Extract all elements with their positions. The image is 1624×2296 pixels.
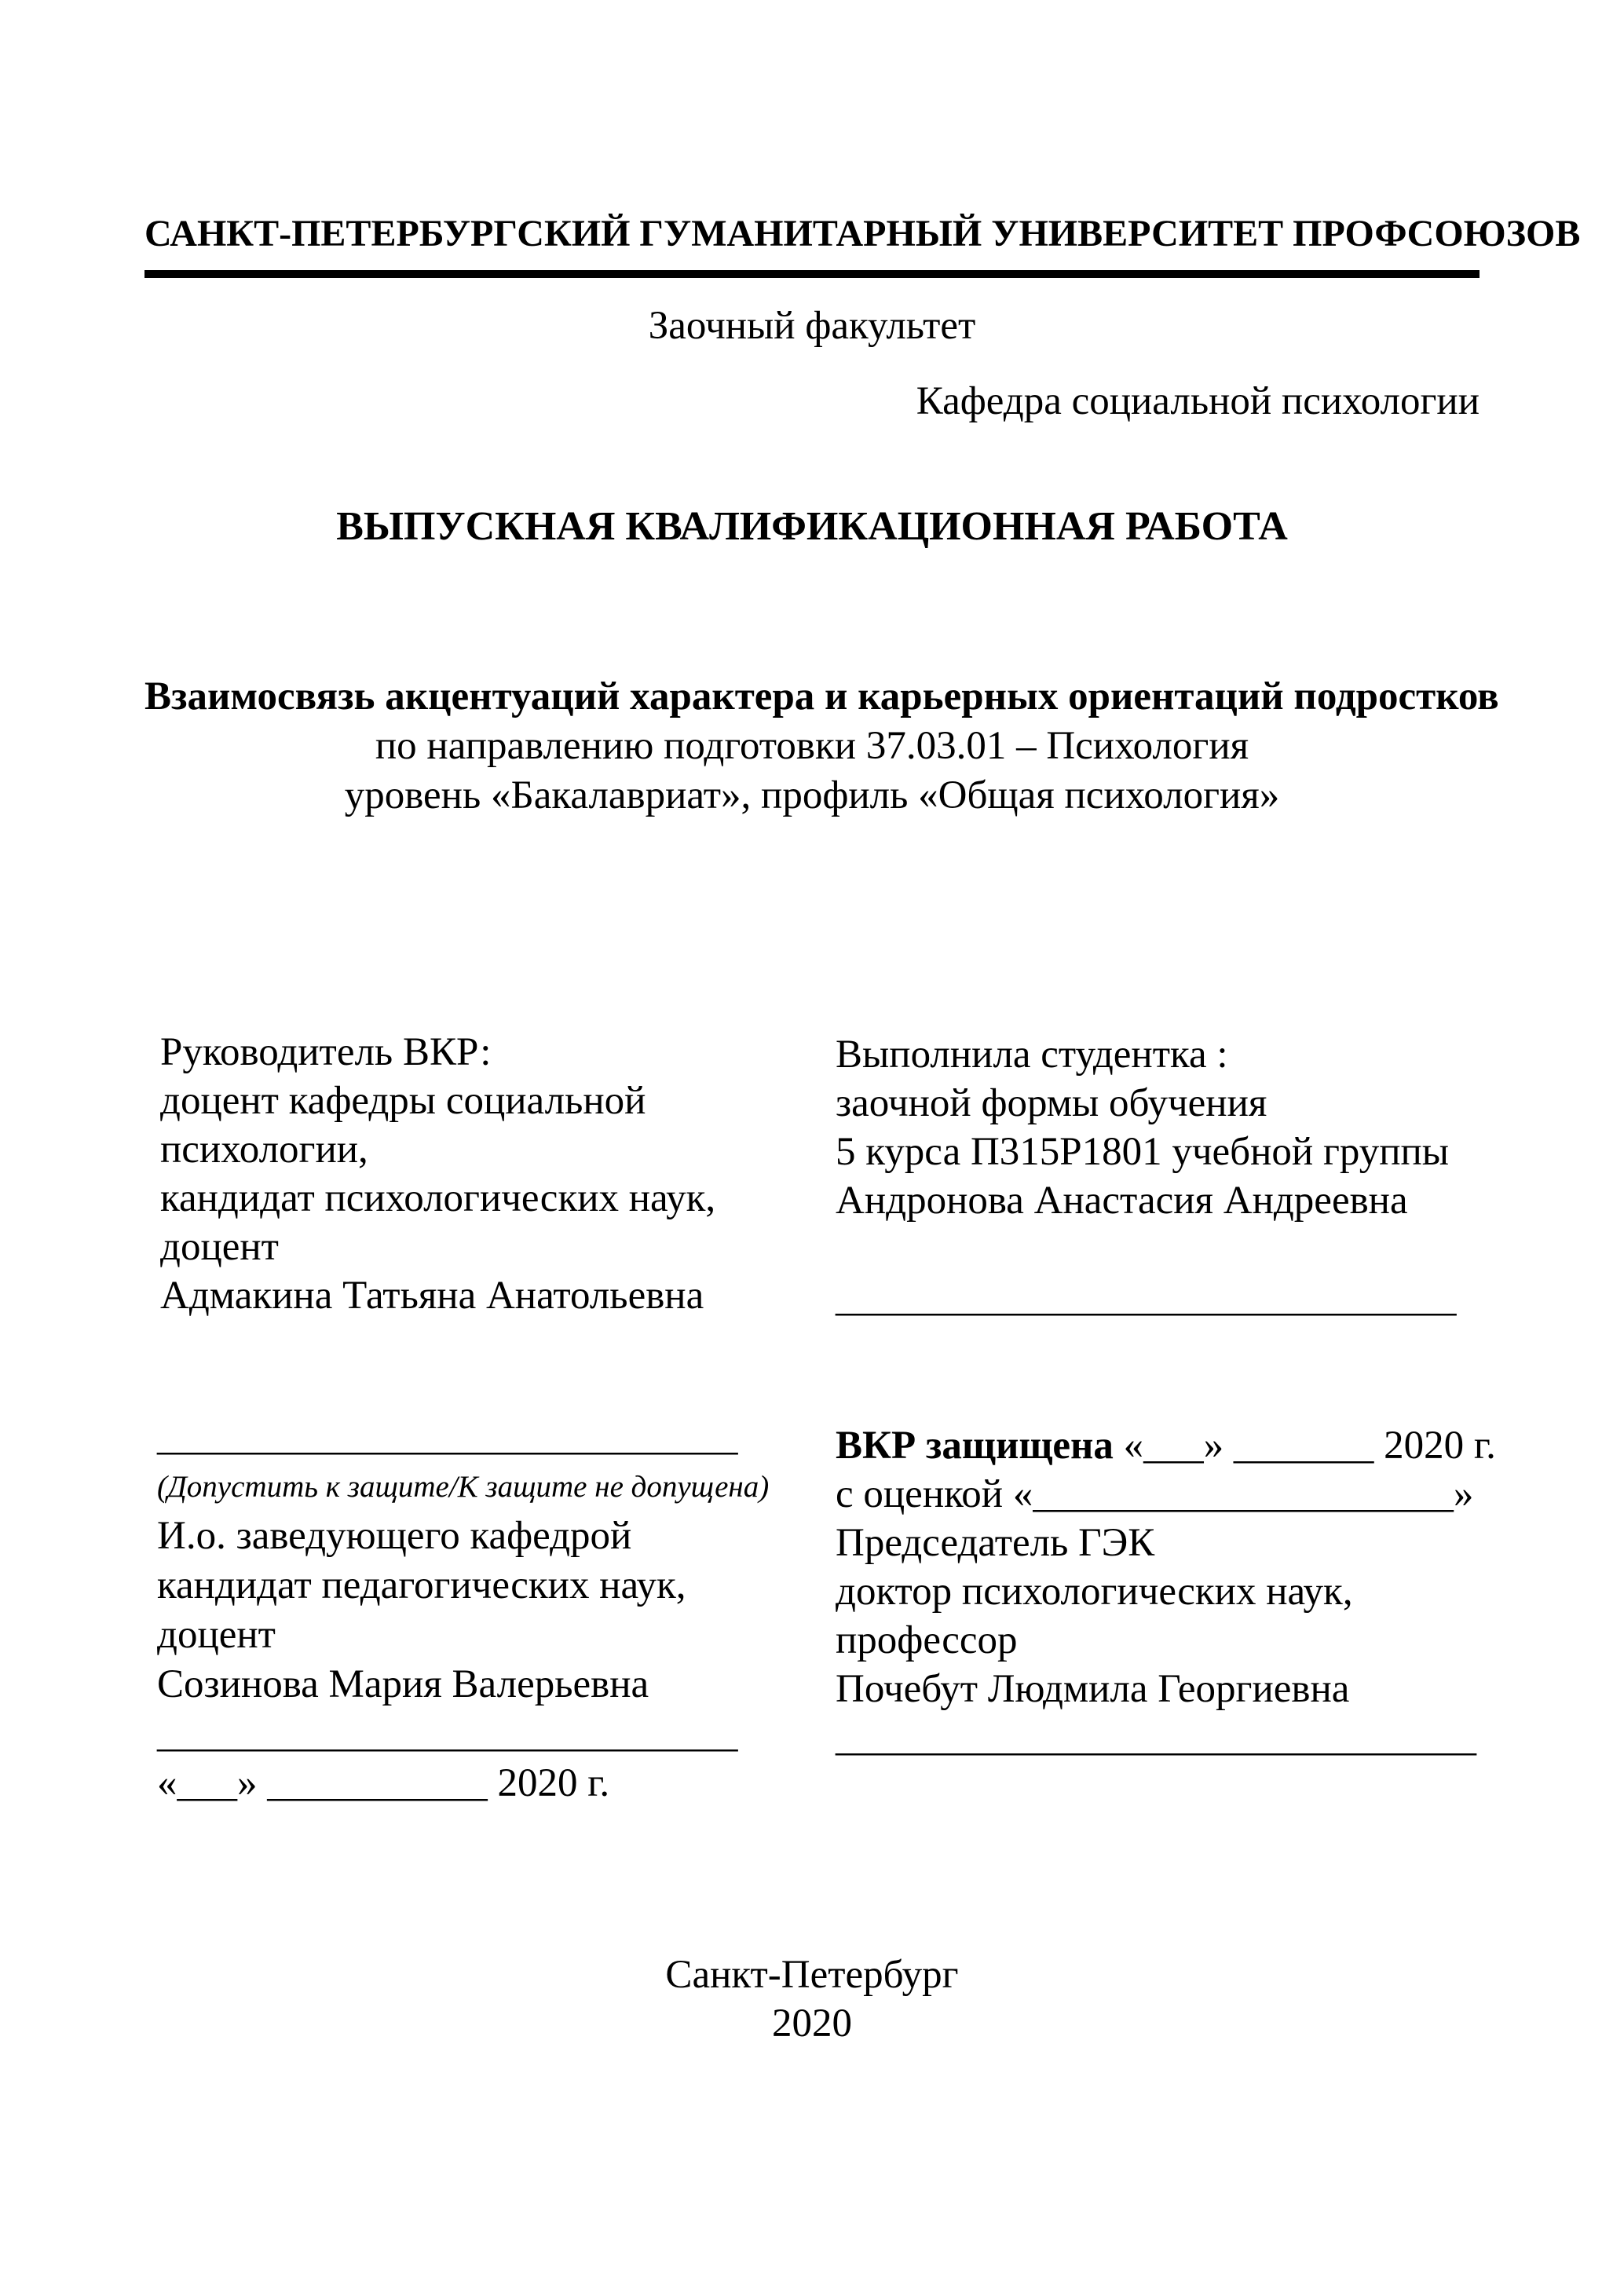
student-line: заочной формы обучения (836, 1081, 1267, 1125)
footer-block (144, 1951, 1480, 2048)
level-line: уровень «Бакалавриат», профиль «Общая психология» (344, 773, 1280, 817)
supervisor-name: Адмакина Татьяна Анатольевна (160, 1274, 704, 1318)
faculty-line: Заочный факультет (648, 304, 976, 348)
program-line: по направлению подготовки 37.03.01 – Психология (375, 724, 1249, 768)
work-type-heading: ВЫПУСКНАЯ КВАЛИФИКАЦИОННАЯ РАБОТА (336, 504, 1288, 549)
university-name: САНКТ-ПЕТЕРБУРГСКИЙ ГУМАНИТАРНЫЙ УНИВЕРСИТЕТ ПРОФСОЮЗОВ (144, 210, 1480, 278)
year-line: 2020 (772, 2002, 852, 2046)
defense-block (836, 1421, 1558, 1762)
admission-signature-line-2: _____________________________ (157, 1712, 738, 1756)
city-line: Санкт-Петербург (665, 1953, 959, 1997)
head-of-department-name: Созинова Мария Валерьевна (157, 1662, 649, 1706)
supervisor-block (160, 1028, 812, 1320)
admission-date-line: «___» ___________ 2020 г. (157, 1761, 610, 1805)
admission-signature-line: _____________________________ (157, 1415, 738, 1459)
admission-block (157, 1413, 825, 1808)
student-line: 5 курса П315Р1801 учебной группы (836, 1130, 1450, 1174)
department-line: Кафедра социальной психологии (916, 379, 1480, 423)
supervisor-line: доцент (160, 1225, 279, 1269)
defense-date-line (836, 1421, 1558, 1470)
supervisor-line: кандидат психологических наук, (160, 1176, 716, 1220)
defense-line: Председатель ГЭК (836, 1521, 1155, 1565)
defense-grade-line: с оценкой «_____________________» (836, 1472, 1474, 1516)
thesis-title-block (144, 672, 1499, 821)
defense-line: профессор (836, 1618, 1018, 1662)
admission-line: И.о. заведующего кафедрой (157, 1514, 632, 1558)
defense-defended-date: «___» _______ 2020 г. (1113, 1424, 1496, 1468)
student-signature-line: _______________________________ (836, 1276, 1457, 1320)
student-name: Андронова Анастасия Андреевна (836, 1179, 1408, 1223)
defense-defended-label: ВКР защищена (836, 1424, 1114, 1468)
defense-signature-line: ________________________________ (836, 1716, 1476, 1760)
admission-note: (Допустить к защите/К защите не допущена) (157, 1470, 770, 1504)
blank-line (836, 1225, 1527, 1274)
supervisor-role-line: Руководитель ВКР: (160, 1030, 492, 1074)
student-role-line: Выполнила студентка : (836, 1033, 1228, 1077)
thesis-title: Взаимосвязь акцентуаций характера и карьерных ориентаций подростков (144, 675, 1499, 718)
admission-line: кандидат педагогических наук, (157, 1563, 686, 1607)
admission-line: доцент (157, 1613, 276, 1657)
gek-chair-name: Почебут Людмила Георгиевна (836, 1667, 1350, 1711)
student-block (836, 1030, 1527, 1322)
supervisor-line: доцент кафедры социальной (160, 1079, 646, 1123)
supervisor-line: психологии, (160, 1128, 368, 1172)
defense-line: доктор психологических наук, (836, 1570, 1353, 1614)
